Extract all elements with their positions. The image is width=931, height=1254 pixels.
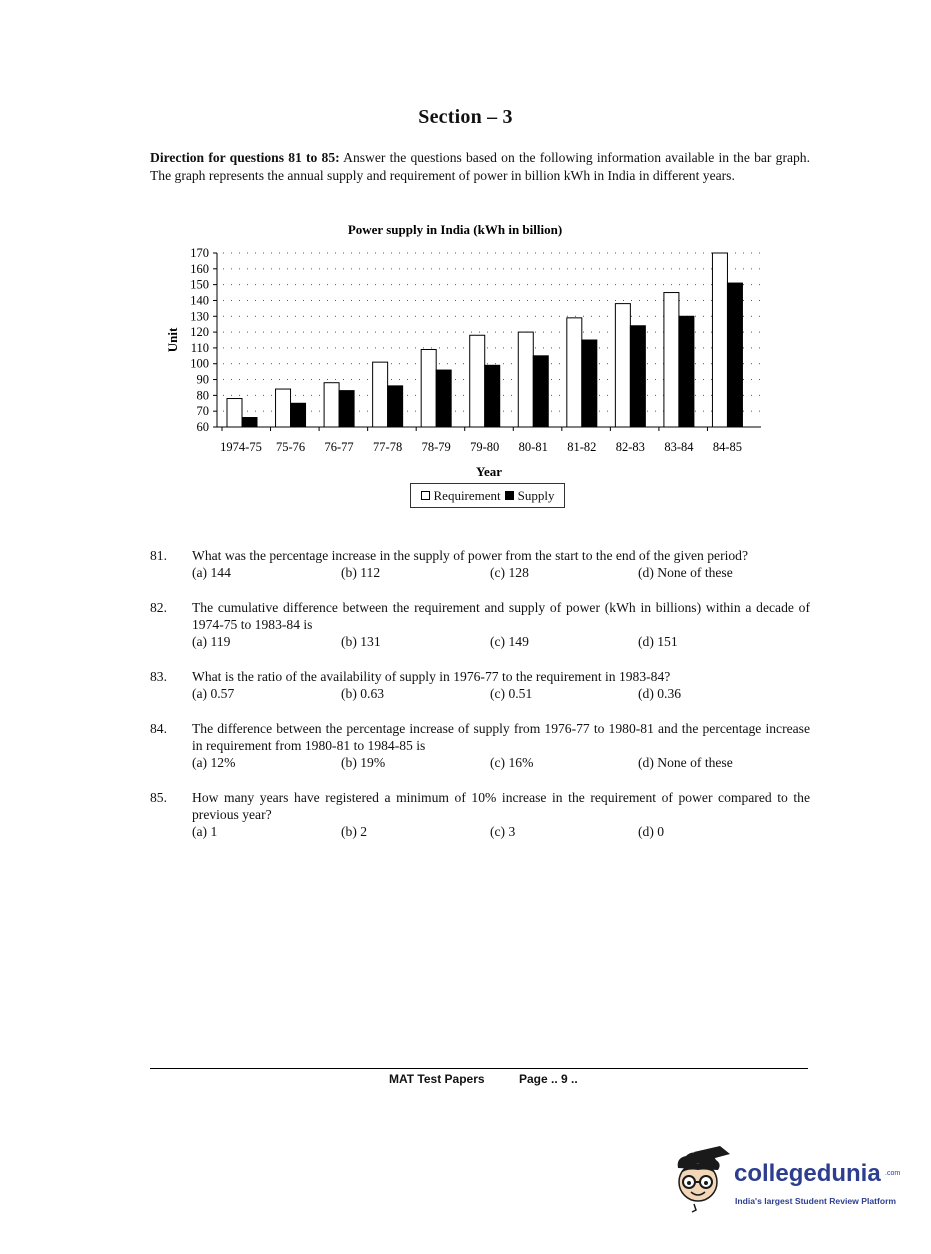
option-a: (a) 1: [192, 824, 218, 839]
question-options: [192, 685, 810, 702]
question-options: [192, 823, 810, 840]
brand-suffix: .com: [885, 1170, 901, 1177]
option-c: (c) 128: [490, 565, 529, 580]
option-a: (a) 0.57: [192, 686, 235, 701]
x-tick-label: 82-83: [615, 440, 645, 454]
question-options: [192, 633, 810, 650]
option-a: (a) 12%: [192, 755, 236, 770]
question-number: 83.: [150, 669, 167, 684]
question-text: How many years have registered a minimum of 10% increase in the requirement of power compared to the previous year?: [192, 790, 810, 822]
y-tick-label: 160: [190, 261, 209, 276]
y-axis-title: Unit: [165, 327, 180, 353]
option-d: (d) 0.36: [638, 686, 682, 701]
option-c: (c) 0.51: [490, 686, 533, 701]
x-tick-label: 77-78: [373, 440, 403, 454]
bar-requirement-79-80: [470, 335, 485, 427]
bar-requirement-82-83: [615, 304, 630, 427]
chart-legend: [410, 483, 565, 508]
question-text: What is the ratio of the availability of supply in 1976-77 to the requirement in 1983-84?: [192, 669, 671, 684]
bar-supply-83-84: [679, 316, 694, 427]
y-tick-label: 130: [190, 309, 209, 324]
y-tick-label: 100: [190, 356, 209, 371]
option-c: (c) 16%: [490, 755, 534, 770]
bar-requirement-80-81: [518, 332, 533, 427]
legend-supply-swatch: [505, 491, 514, 500]
footer-title: MAT Test Papers: [389, 1072, 485, 1086]
option-b: (b) 0.63: [341, 686, 385, 701]
legend-requirement-swatch: [421, 491, 430, 500]
bar-supply-80-81: [533, 356, 548, 427]
option-d: (d) 151: [638, 634, 678, 649]
bar-supply-1974-75: [242, 418, 257, 427]
bar-supply-79-80: [485, 365, 500, 427]
question-text: What was the percentage increase in the supply of power from the start to the end of the given period?: [192, 548, 749, 563]
question-text: The cumulative difference between the requirement and supply of power (kWh in billions) within a decade of 1974-75 to 1983-84 is: [192, 600, 810, 632]
bar-supply-78-79: [436, 370, 451, 427]
x-tick-label: 75-76: [275, 440, 306, 454]
question-text: The difference between the percentage increase of supply from 1976-77 to 1980-81 and the percentage increase in requirement from 1980-81 to 1984-85 is: [192, 721, 810, 753]
question-82: [150, 599, 810, 650]
legend-requirement-label: Requirement: [433, 487, 501, 503]
option-b: (b) 19%: [341, 755, 386, 770]
bar-supply-81-82: [582, 340, 597, 427]
direction-text: Answer the questions based on the following information available in the bar graph. The graph represents the annual supply and requirement of power in billion kWh in India in different years.: [150, 150, 810, 183]
section-title: Section – 3: [418, 106, 513, 128]
question-number: 85.: [150, 790, 167, 805]
bar-supply-84-85: [727, 283, 742, 427]
x-tick-label: 84-85: [712, 440, 743, 454]
direction-lead: Direction for questions 81 to 85:: [150, 150, 340, 165]
x-tick-label: 1974-75: [220, 440, 262, 454]
chart-title: Power supply in India (kWh in billion): [347, 222, 563, 237]
x-tick-label: 78-79: [421, 440, 451, 454]
question-number: 84.: [150, 721, 167, 736]
x-tick-label: 83-84: [664, 440, 694, 454]
option-a: (a) 144: [192, 565, 231, 580]
legend-supply-label: Supply: [517, 487, 555, 503]
brand-tagline: India's largest Student Review Platform: [735, 1196, 897, 1206]
question-84: [150, 720, 810, 771]
option-d: (d) 0: [638, 824, 665, 839]
option-b: (b) 2: [341, 824, 368, 839]
bar-supply-75-76: [291, 403, 306, 427]
question-85: [150, 789, 810, 840]
option-d: (d) None of these: [638, 565, 733, 580]
option-c: (c) 3: [490, 824, 516, 839]
y-tick-label: 110: [190, 340, 209, 355]
y-tick-label: 170: [190, 246, 209, 260]
y-tick-label: 60: [196, 420, 209, 434]
bar-requirement-77-78: [373, 362, 388, 427]
bar-requirement-78-79: [421, 349, 436, 427]
bar-supply-82-83: [630, 326, 645, 427]
bar-supply-76-77: [339, 391, 354, 427]
bar-requirement-83-84: [664, 293, 679, 427]
bar-requirement-76-77: [324, 383, 339, 427]
x-axis-title: Year: [476, 464, 502, 479]
bar-requirement-75-76: [276, 389, 291, 427]
brand-name: collegedunia: [734, 1160, 881, 1187]
question-options: [192, 754, 810, 771]
option-d: (d) None of these: [638, 755, 733, 770]
bar-supply-77-78: [388, 386, 403, 427]
question-83: [150, 668, 810, 702]
footer-divider: [150, 1068, 808, 1069]
option-b: (b) 112: [341, 565, 381, 580]
y-tick-label: 150: [190, 277, 209, 292]
x-tick-label: 79-80: [470, 440, 500, 454]
mascot-icon: [672, 1146, 734, 1216]
footer-page-number: Page .. 9 ..: [519, 1072, 578, 1086]
x-tick-label: 76-77: [324, 440, 354, 454]
bar-requirement-81-82: [567, 318, 582, 427]
direction-paragraph: [150, 149, 810, 185]
option-c: (c) 149: [490, 634, 529, 649]
question-81: [150, 547, 810, 581]
y-tick-label: 70: [196, 404, 209, 419]
option-b: (b) 131: [341, 634, 381, 649]
collegedunia-logo: [672, 1146, 912, 1216]
y-tick-label: 140: [190, 293, 209, 308]
bar-requirement-84-85: [712, 253, 727, 427]
x-tick-label: 80-81: [518, 440, 548, 454]
question-options: [192, 564, 810, 581]
option-a: (a) 119: [192, 634, 231, 649]
power-supply-bar-chart: [150, 215, 790, 480]
y-tick-label: 120: [190, 325, 209, 340]
y-tick-label: 80: [196, 388, 209, 403]
question-number: 82.: [150, 600, 167, 615]
bar-requirement-1974-75: [227, 399, 242, 427]
y-tick-label: 90: [196, 372, 209, 387]
x-tick-label: 81-82: [567, 440, 597, 454]
question-number: 81.: [150, 548, 167, 563]
